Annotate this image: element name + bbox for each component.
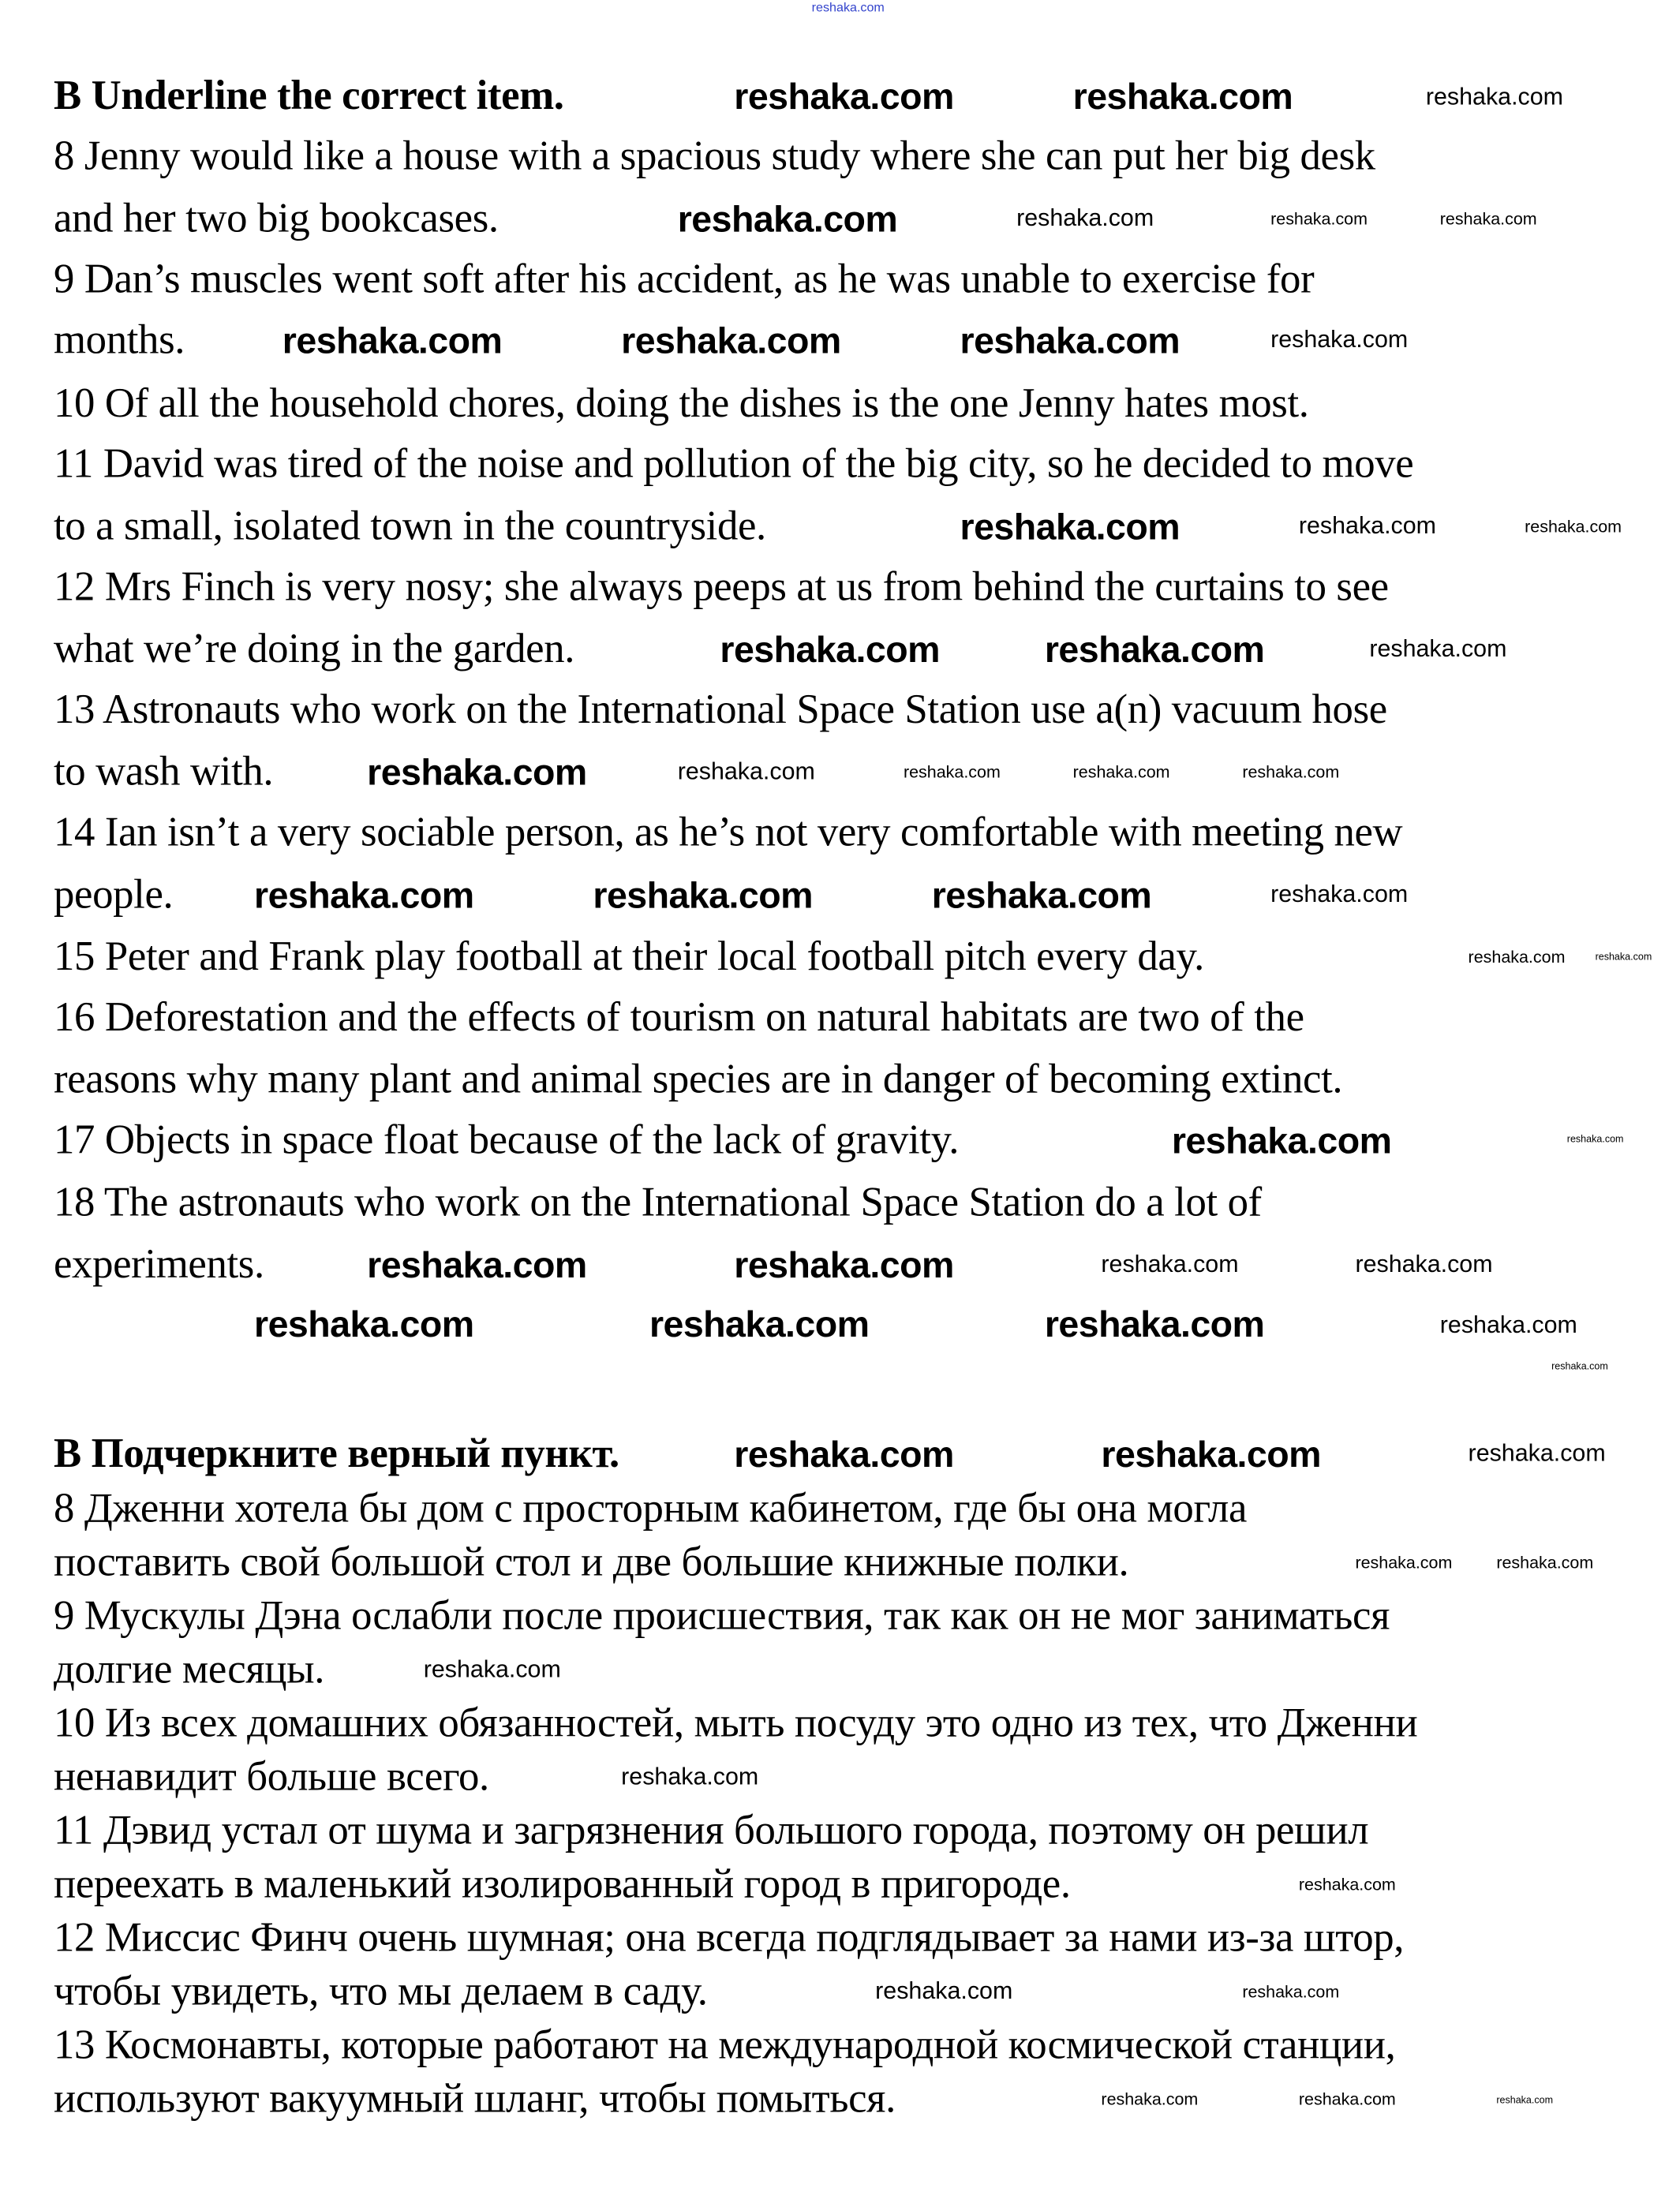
watermark: reshaka.com [1171, 1119, 1392, 1162]
watermark: reshaka.com [254, 1303, 474, 1345]
watermark: reshaka.com [282, 319, 503, 361]
russian-line: 12 Миссис Финч очень шумная; она всегда подглядывает за нами из-за штор, [53, 1915, 1405, 1961]
english-line: 14 Ian isn’t a very sociable person, as he’s not very comfortable with meeting new [53, 810, 1403, 856]
watermark: reshaka.com [1551, 1362, 1608, 1372]
watermark: reshaka.com [677, 757, 815, 785]
english-line: months. [53, 317, 185, 363]
watermark: reshaka.com [1425, 83, 1564, 110]
english-line: what we’re doing in the garden. [53, 626, 575, 672]
english-line: people. [53, 872, 174, 918]
watermark: reshaka.com [1468, 1439, 1606, 1467]
watermark: reshaka.com [1101, 1251, 1239, 1278]
watermark: reshaka.com [1439, 1311, 1577, 1338]
watermark: reshaka.com [1566, 1135, 1624, 1145]
russian-line: поставить свой большой стол и две большие книжные полки. [53, 1539, 1129, 1586]
watermark: reshaka.com [1298, 512, 1436, 540]
watermark: reshaka.com [254, 873, 474, 917]
watermark: reshaka.com [1044, 1303, 1265, 1345]
watermark: reshaka.com [1242, 1981, 1340, 2002]
english-line: 16 Deforestation and the effects of tourism on natural habitats are two of the [53, 995, 1304, 1041]
watermark: reshaka.com [1298, 1874, 1396, 1894]
watermark: reshaka.com [720, 628, 940, 671]
watermark: reshaka.com [1496, 2096, 1554, 2107]
english-line: 17 Objects in space float because of the lack of gravity. [53, 1117, 960, 1164]
watermark: reshaka.com [1270, 208, 1368, 229]
english-line: 18 The astronauts who work on the International Space Station do a lot of [53, 1180, 1262, 1225]
russian-line: 11 Дэвид устал от шума и загрязнения большого города, поэтому он решил [53, 1808, 1369, 1853]
watermark: reshaka.com [903, 762, 1001, 783]
watermark: reshaka.com [931, 873, 1152, 917]
watermark: reshaka.com [1270, 881, 1409, 908]
watermark: reshaka.com [621, 319, 841, 361]
russian-line: долгие месяцы. [53, 1647, 325, 1693]
english-line: 12 Mrs Finch is very nosy; she always peeps at us from behind the curtains to see [53, 564, 1389, 610]
watermark: reshaka.com [1525, 516, 1622, 537]
russian-line: 9 Мускулы Дэна ослабли после происшествия, так как он не мог заниматься [53, 1593, 1390, 1640]
watermark: reshaka.com [1355, 1552, 1453, 1573]
watermark: reshaka.com [1270, 326, 1409, 353]
watermark: reshaka.com [1496, 1552, 1594, 1573]
watermark: reshaka.com [1355, 1251, 1493, 1278]
watermark: reshaka.com [593, 873, 813, 917]
english-line: 13 Astronauts who work on the International Space Station use a(n) vacuum hose [53, 687, 1387, 733]
english-heading: B Underline the correct item. [53, 73, 564, 119]
russian-line: ненавидит больше всего. [53, 1754, 489, 1800]
watermark: reshaka.com [1369, 635, 1507, 663]
english-line: to a small, isolated town in the countryside. [53, 503, 766, 549]
watermark: reshaka.com [367, 750, 587, 794]
watermark: reshaka.com [1072, 762, 1170, 783]
watermark: reshaka.com [677, 197, 898, 241]
english-line: reasons why many plant and animal species are in danger of becoming extinct. [53, 1057, 1343, 1103]
watermark: reshaka.com [1439, 208, 1537, 229]
watermark: reshaka.com [1101, 1432, 1321, 1475]
watermark: reshaka.com [1072, 74, 1293, 118]
watermark: reshaka.com [1242, 762, 1340, 783]
watermark: reshaka.com [649, 1303, 870, 1345]
english-line: 15 Peter and Frank play football at their local football pitch every day. [53, 934, 1204, 980]
watermark: reshaka.com [734, 74, 954, 118]
english-line: 9 Dan’s muscles went soft after his accident, as he was unable to exercise for [53, 256, 1315, 302]
english-line: experiments. [53, 1242, 264, 1288]
watermark: reshaka.com [734, 1432, 954, 1475]
watermark: reshaka.com [1298, 2089, 1396, 2109]
watermark: reshaka.com [367, 1244, 587, 1286]
russian-line: 10 Из всех домашних обязанностей, мыть посуду это одно из тех, что Дженни [53, 1700, 1418, 1746]
english-line: and her two big bookcases. [53, 196, 499, 241]
russian-heading: В Подчеркните верный пункт. [53, 1431, 619, 1477]
watermark: reshaka.com [621, 1763, 759, 1790]
header-link[interactable]: reshaka.com [811, 0, 885, 14]
watermark: reshaka.com [734, 1244, 954, 1286]
watermark: reshaka.com [960, 319, 1180, 361]
russian-line: переехать в маленький изолированный город в пригороде. [53, 1861, 1071, 1907]
watermark: reshaka.com [1044, 628, 1265, 671]
russian-line: 13 Космонавты, которые работают на международной космической станции, [53, 2022, 1396, 2068]
russian-line: используют вакуумный шланг, чтобы помыться. [53, 2076, 896, 2122]
watermark: reshaka.com [423, 1655, 561, 1683]
english-line: 8 Jenny would like a house with a spacious study where she can put her big desk [53, 133, 1375, 180]
watermark: reshaka.com [1016, 204, 1154, 232]
russian-line: 8 Дженни хотела бы дом с просторным кабинетом, где бы она могла [53, 1486, 1248, 1532]
russian-line: чтобы увидеть, что мы делаем в саду. [53, 1969, 708, 2014]
watermark: reshaka.com [1595, 952, 1652, 963]
watermark: reshaka.com [960, 505, 1180, 548]
watermark: reshaka.com [875, 1977, 1013, 2005]
english-line: 11 David was tired of the noise and pollution of the big city, so he decided to move [53, 441, 1414, 488]
watermark: reshaka.com [1468, 947, 1566, 967]
english-line: 10 Of all the household chores, doing the dishes is the one Jenny hates most. [53, 381, 1309, 427]
english-line: to wash with. [53, 749, 274, 795]
watermark: reshaka.com [1101, 2089, 1199, 2109]
